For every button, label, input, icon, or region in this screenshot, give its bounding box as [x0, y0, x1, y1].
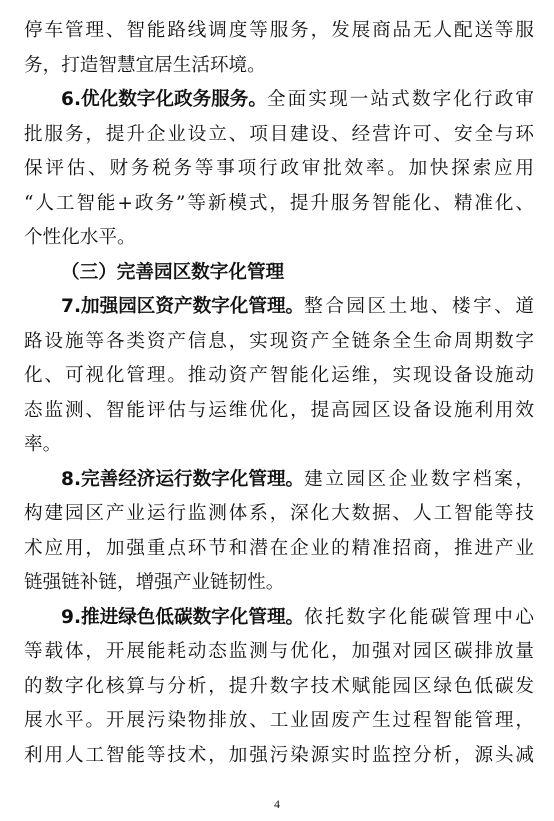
- text-line: [24, 14, 534, 49]
- text-line: [24, 221, 534, 256]
- paragraph-text: “人工智能+政务”等新模式，提升服务智能化、精准化、: [24, 192, 534, 214]
- paragraph-text: 个性化水平。: [24, 227, 136, 248]
- paragraph-text: 链强链补链，增强产业链韧性。: [24, 572, 285, 593]
- paragraph-text: 依托数字化能碳管理中心: [304, 606, 534, 628]
- document-page: [24, 14, 534, 773]
- item-8-first-line: [24, 463, 534, 498]
- paragraph-text: 务，打造智慧宜居生活环境。: [24, 54, 266, 76]
- paragraph-text: 路设施等各类资产信息，实现资产全链条全生命周期数字: [24, 330, 534, 352]
- text-line: [24, 704, 534, 739]
- text-line: [24, 739, 534, 774]
- section-3-heading: （三）完善园区数字化管理: [61, 261, 285, 283]
- text-line: [24, 635, 534, 670]
- item-9-first-line: [24, 601, 534, 636]
- paragraph-text: 构建园区产业运行监测体系，深化大数据、人工智能等技: [24, 503, 534, 524]
- item-6-first-line: [24, 83, 534, 118]
- text-line: [24, 187, 534, 222]
- text-line: [24, 359, 534, 394]
- paragraph-text: 态监测、智能评估与运维优化，提高园区设备设施利用效: [24, 399, 534, 421]
- text-line: [24, 497, 534, 532]
- paragraph-text: 展水平。开展污染物排放、工业固废产生过程智能管理，: [24, 710, 534, 731]
- item-7-first-line: [24, 290, 534, 325]
- paragraph-text: 利用人工智能等技术，加强污染源实时监控分析，源头减: [24, 744, 534, 766]
- paragraph-text: 等载体，开展能耗动态监测与优化，加强对园区碳排放量: [24, 641, 534, 662]
- paragraph-text: 建立园区企业数字档案，: [304, 468, 534, 490]
- text-line: [24, 325, 534, 360]
- paragraph-text: 的数字化核算与分析，提升数字技术赋能园区绿色低碳发: [24, 675, 534, 697]
- item-7-title: 7.加强园区资产数字化管理。: [61, 296, 305, 317]
- page-number: 4: [274, 797, 280, 811]
- text-line: [24, 394, 534, 429]
- item-8-title: 8.完善经济运行数字化管理。: [61, 468, 305, 490]
- section-heading: [24, 256, 534, 291]
- paragraph-text: 率。: [24, 434, 62, 455]
- text-line: [24, 566, 534, 601]
- text-line: [24, 428, 534, 463]
- paragraph-text: 批服务，提升企业设立、项目建设、经营许可、安全与环: [24, 123, 534, 145]
- text-line: [24, 670, 534, 705]
- paragraph-text: 术应用，加强重点环节和潜在企业的精准招商，推进产业: [24, 537, 534, 559]
- paragraph-text: 化、可视化管理。推动资产智能化运维，实现设备设施动: [24, 365, 534, 386]
- paragraph-text: 保评估、财务税务等事项行政审批效率。加快探索应用: [24, 158, 534, 179]
- text-line: [24, 49, 534, 84]
- text-line: [24, 118, 534, 153]
- item-6-title: 6.优化数字化政务服务。: [61, 89, 267, 110]
- paragraph-text: 停车管理、智能路线调度等服务，发展商品无人配送等服: [24, 20, 534, 41]
- item-9-title: 9.推进绿色低碳数字化管理。: [61, 606, 305, 628]
- text-line: [24, 532, 534, 567]
- text-line: [24, 152, 534, 187]
- paragraph-text: 整合园区土地、楼宇、道: [304, 296, 534, 317]
- paragraph-text: 全面实现一站式数字化行政审: [266, 89, 534, 110]
